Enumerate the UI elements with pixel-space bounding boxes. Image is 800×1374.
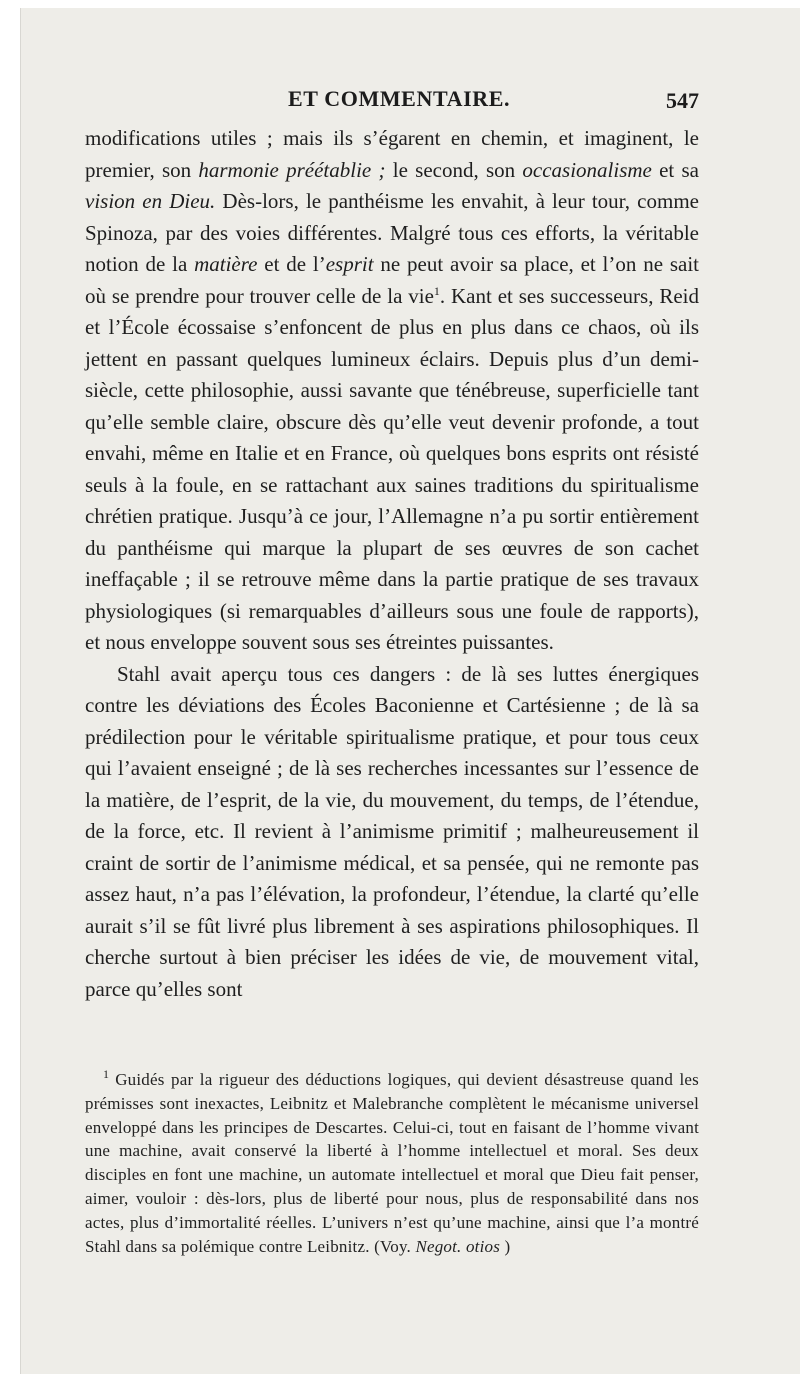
text-run: et de l’ <box>257 252 326 276</box>
text-run: le second, son <box>385 157 523 182</box>
footnote-text-end: ) <box>500 1236 511 1256</box>
italic-term-matiere: matière <box>194 252 258 276</box>
italic-term-harmonie: harmonie préétablie ; <box>198 157 386 182</box>
text-run: ne peut avoir sa place, et l’on ne sait où se prendre pour trouver celle de la vie <box>85 252 699 308</box>
footnote-reference[interactable]: 1 <box>433 283 440 298</box>
text-run: modifications utiles ; mais ils s’égarent en chemin, et imaginent, le premier, son <box>85 126 699 182</box>
italic-term-esprit: esprit <box>325 252 374 276</box>
footnote-marker: 1 <box>103 1067 110 1082</box>
paragraph-continuation <box>85 123 699 659</box>
footnote-text: Guidés par la rigueur des déductions logiques, qui devient désastreuse quand les prémisses sont inexactes, Leibnitz et Malebranche complètent le mécanisme universel enveloppé dans les principes de Descartes. Celui-ci, tout en faisant de l’homme vivant une machine, avait conservé la liberté à l’homme intellectuel et moral. Ses deux disciples en font une machine, un automate intellectuel et moral que Dieu fait penser, aimer, vouloir : dès-lors, plus de liberté pour nous, plus de responsabilité dans nos actes, plus d’immortalité réelles. L’univers n’est qu’une machine, ainsi que l’a montré Stahl dans sa polémique contre Leibnitz. (Voy. <box>85 1070 699 1256</box>
italic-term-occasionalisme: occasionalisme <box>522 157 652 182</box>
footnote-citation: Negot. otios <box>415 1236 501 1256</box>
text-run: Dès-lors, le panthéisme les envahit, à leur tour, comme Spinoza, par des voies différentes. Malgré tous ces efforts, la véritable notion de la <box>85 189 699 276</box>
page-header <box>85 86 699 116</box>
page-number: 547 <box>666 88 699 113</box>
footnote <box>85 1068 699 1258</box>
text-run: . Kant et ses successeurs, Reid et l’École écossaise s’enfoncent de plus en plus dans ce chaos, où ils jettent en passant quelques lumineux éclairs. Depuis plus d’un demi-siècle, cette philosophie, aussi savante que ténébreuse, superficielle tant qu’elle semble claire, obscure dès qu’elle veut devenir profonde, a tout envahi, même en Italie et en France, où quelques bons esprits ont résisté seuls à la foule, en se rattachant aux saines traditions du spiritualisme chrétien pratique. Jusqu’à ce jour, l’Allemagne n’a pu sortir entièrement du panthéisme qui marque la plupart de ses œuvres de son cachet ineffaçable ; il se retrouve même dans la partie pratique de ses travaux physiologiques (si remarquables d’ailleurs sous une foule de rapports), et nous enveloppe souvent sous ses étreintes puissantes. <box>85 283 699 654</box>
italic-term-vision: vision en Dieu. <box>85 189 216 213</box>
main-text <box>85 123 699 1005</box>
paragraph-stahl: Stahl avait aperçu tous ces dangers : de là ses luttes énergiques contre les déviations des Écoles Baconienne et Cartésienne ; de là sa prédilection pour le véritable spiritualisme pratique, et pour tous ceux qui l’avaient enseigné ; de là ses recherches incessantes sur l’essence de la matière, de l’esprit, de la vie, du mouvement, du temps, de l’étendue, de la force, etc. Il revient à l’animisme primitif ; malheureusement il craint de sortir de l’animisme médical, et sa pensée, qui ne remonte pas assez haut, n’a pas l’élévation, la profondeur, l’étendue, la clarté qu’elle aurait s’il se fût livré plus librement à ses aspirations philosophiques. Il cherche surtout à bien préciser les idées de vie, de mouvement vital, parce qu’elles sont <box>85 661 699 1001</box>
text-run: et sa <box>651 157 699 182</box>
running-title: ET COMMENTAIRE. <box>288 86 511 111</box>
